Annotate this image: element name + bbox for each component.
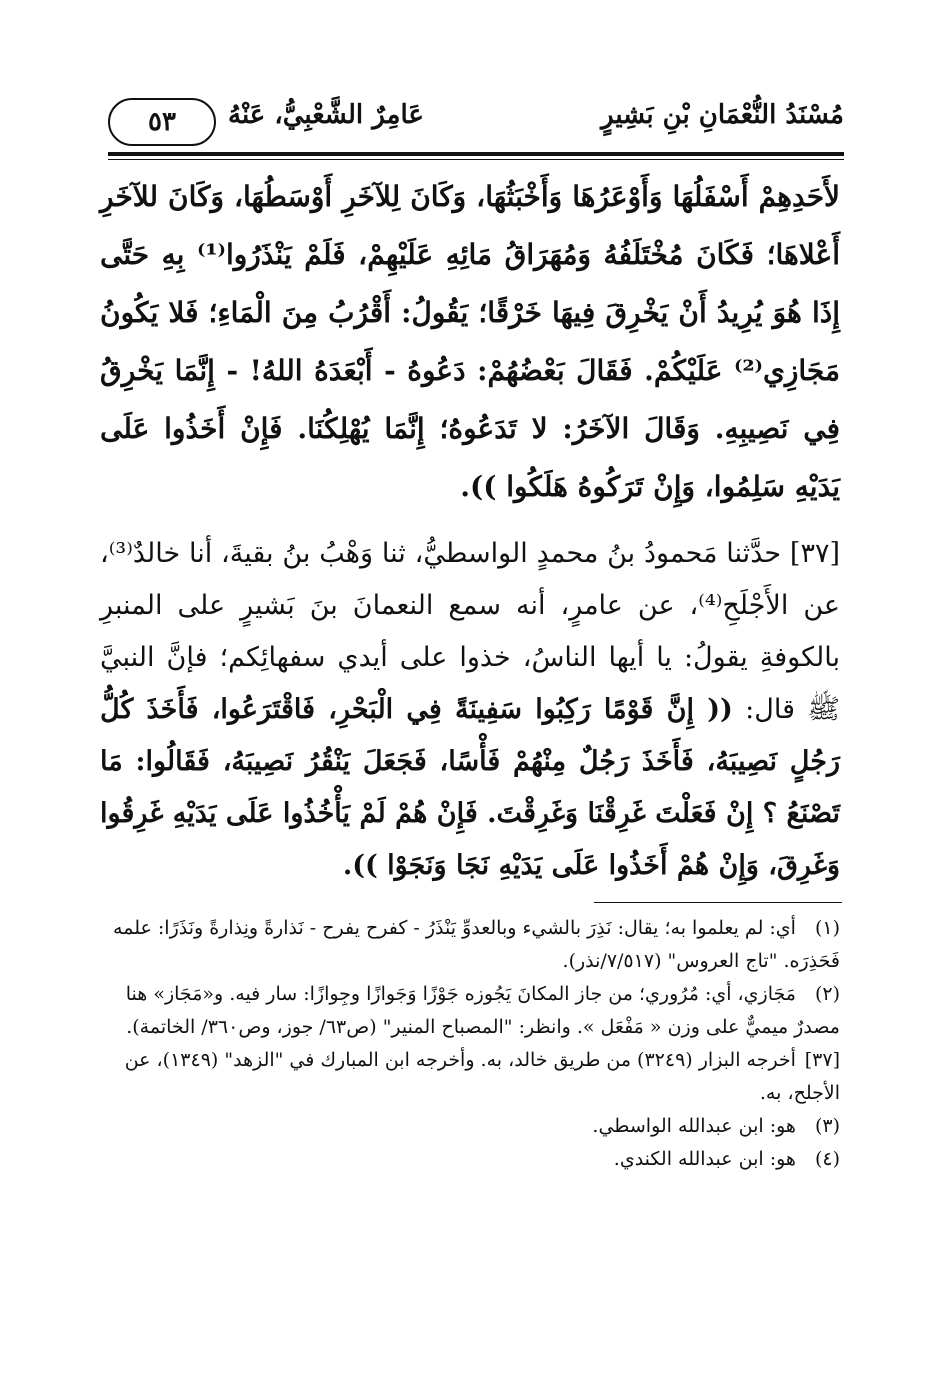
header-rule-thin <box>108 159 844 160</box>
footnote-separator <box>594 902 842 903</box>
page-header <box>108 92 844 152</box>
footnote-text: مَجَازي، أي: مُرُوري؛ من جاز المكانَ يَجُوزه جَوْزًا وَجَوازًا وجِوازًا: سار فيه. و«مَجَاز» هنا مصدرٌ ميميٌّ على وزن « مَفْعَل ». وانظر: "المصباح المنير" (ص٦٣/ جوز، وص٣٦٠/ الخاتمة). <box>125 983 840 1038</box>
footnote-number: (٤) <box>814 1148 840 1170</box>
paragraph-hadith-end: لأَحَدِهِمْ أَسْفَلُهَا وَأَوْعَرُهَا وَأَخْبَثُهَا، وَكَانَ لِلآخَرِ أَوْسَطُهَا، وَكَانَ للآخَرِ أَعْلاهَا؛ فَكَانَ مُخْتَلَفُهُ وَمُهَرَاقُ مَائِهِ عَلَيْهِمْ، فَلَمْ يَنْذَرُوا⁽¹⁾ بِهِ حَتَّى إِذَا هُوَ يُرِيدُ أَنْ يَخْرِقَ فِيهَا خَرْقًا؛ يَقُولُ: أَقْرُبُ مِنَ الْمَاءِ؛ فَلا يَكُونُ مَجَازِي⁽²⁾ عَلَيْكُمْ. فَقَالَ بَعْضُهُمْ: دَعُوهُ - أَبْعَدَهُ اللهُ! - إِنَّمَا يَخْرِقُ فِي نَصِيبِهِ. وَقَالَ الآخَرُ: لا تَدَعُوهُ؛ إِنَّمَا يُهْلِكُنَا. فَإِنْ أَخَذُوا عَلَى يَدَيْهِ سَلِمُوا، وَإِنْ تَرَكُوهُ هَلَكُوا )). <box>100 180 840 503</box>
footnote-text: أخرجه البزار (٣٢٤٩) من طريق خالد، به. وأخرجه ابن المبارك في "الزهد" (١٣٤٩)، عن الأجلح، به. <box>124 1049 840 1104</box>
footnote-text: هو: ابن عبدالله الكندي. <box>613 1148 796 1170</box>
footnote-number: [٣٧] <box>804 1049 840 1071</box>
running-subtitle: عَامِرٌ الشَّعْبِيُّ، عَنْهُ <box>228 100 424 130</box>
footnote-number: (١) <box>814 917 840 939</box>
footnote-text: أي: لم يعلموا به؛ يقال: نَذِرَ بالشيء وبالعدوِّ يَنْذَرُ - كفرح يفرح - نَذارةً ونِذارةً ونَذَرًا: علمه فَحَذِرَه. "تاج العروس" (٧/٥١٧/نذر). <box>113 917 840 972</box>
page-number: ٥٣ <box>108 98 216 146</box>
footnotes <box>100 912 840 1176</box>
footnote-number: (٣) <box>814 1115 840 1137</box>
footnote <box>100 978 840 1044</box>
header-rule <box>108 152 844 156</box>
footnote-text: هو: ابن عبدالله الواسطي. <box>592 1115 796 1137</box>
footnote <box>100 1110 840 1143</box>
isnad-text: [٣٧] حدَّثنا مَحمودُ بنُ محمدٍ الواسطيُّ، ثنا وَهْبُ بنُ بقيةَ، أنا خالدٌ⁽³⁾، عن الأَجْلَحِ⁽⁴⁾، عن عامرٍ، أنه سمع النعمانَ بنَ بَشيرٍ على المنبرِ بالكوفةِ يقولُ: يا أيها الناسُ، خذوا على أيدي سفهائِكم؛ فإنَّ النبيَّ ﷺ قال: <box>100 538 840 725</box>
footnote <box>100 1044 840 1110</box>
footnote <box>100 1143 840 1176</box>
hadith-text: (( إِنَّ قَوْمًا رَكِبُوا سَفِينَةً فِي الْبَحْرِ، فَاقْتَرَعُوا، فَأَخَذَ كُلُّ رَجُلٍ نَصِيبَهُ، فَأَخَذَ رَجُلٌ مِنْهُمْ فَأْسًا، فَجَعَلَ يَنْقُرُ نَصِيبَهُ، فَقَالُوا: مَا تَصْنَعُ ؟ إِنْ فَعَلْتَ غَرِقْنَا وَغَرِقْتَ. فَإِنْ هُمْ لَمْ يَأْخُذُوا عَلَى يَدَيْهِ غَرِقُوا وَغَرِقَ، وَإِنْ هُمْ أَخَذُوا عَلَى يَدَيْهِ نَجَا وَنَجَوْا )). <box>100 694 840 881</box>
footnote <box>100 912 840 978</box>
footnote-number: (٢) <box>814 983 840 1005</box>
main-text <box>100 168 840 892</box>
running-title: مُسْنَدُ النُّعْمَانِ بْنِ بَشِيرٍ <box>600 100 844 130</box>
paragraph-37 <box>100 528 840 892</box>
